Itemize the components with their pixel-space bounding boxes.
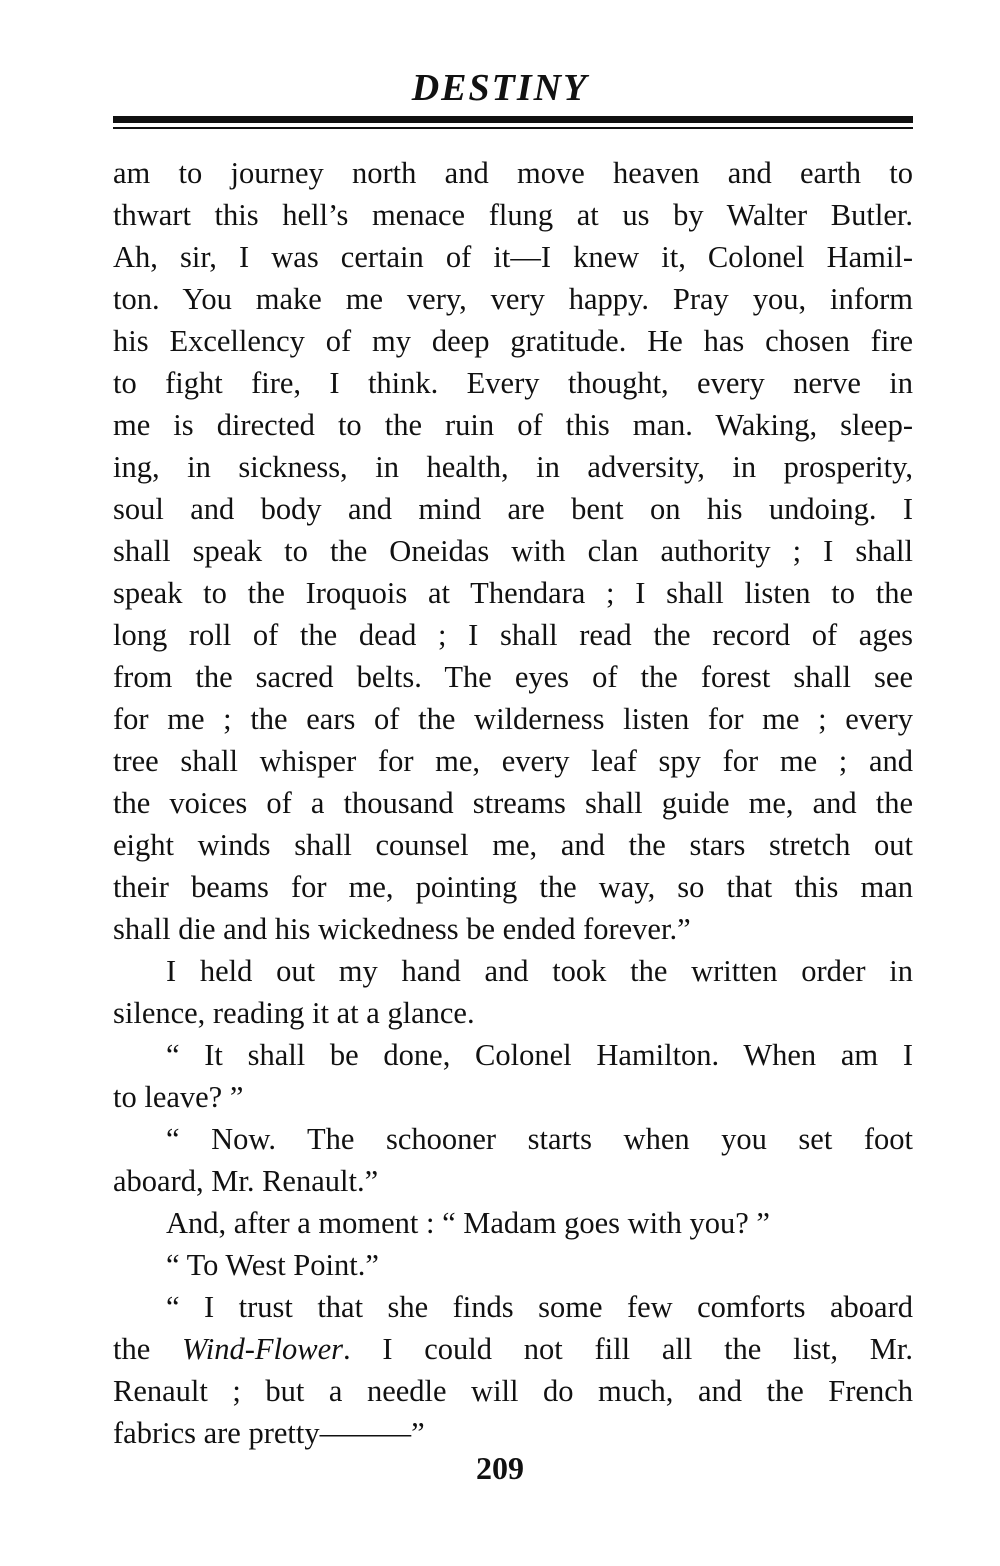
text-line: me is directed to the ruin of this man. Waking, sleep-	[113, 408, 913, 442]
text-line: long roll of the dead ; I shall read the record of ages	[113, 618, 913, 652]
header-rule-thin	[113, 127, 913, 129]
text-line: ton. You make me very, very happy. Pray you, inform	[113, 282, 913, 316]
text-line: speak to the Iroquois at Thendara ; I shall listen to the	[113, 576, 913, 610]
text-line: from the sacred belts. The eyes of the forest shall see	[113, 660, 913, 694]
text-line	[113, 1328, 913, 1370]
text-line: silence, reading it at a glance.	[113, 996, 475, 1030]
text-line: Ah, sir, I was certain of it—I knew it, Colonel Hamil-	[113, 240, 913, 274]
text-line: his Excellency of my deep gratitude. He has chosen fire	[113, 324, 913, 358]
text-line: eight winds shall counsel me, and the stars stretch out	[113, 828, 913, 862]
text-line: “ It shall be done, Colonel Hamilton. When am I	[166, 1038, 913, 1072]
text-line: Renault ; but a needle will do much, and the French	[113, 1374, 913, 1408]
text-line: their beams for me, pointing the way, so that this man	[113, 870, 913, 904]
text-line: fabrics are pretty———”	[113, 1416, 425, 1450]
page-number: 209	[476, 1450, 524, 1486]
text-line: aboard, Mr. Renault.”	[113, 1164, 379, 1198]
ship-name: Wind-Flower	[182, 1332, 343, 1366]
text-line: And, after a moment : “ Madam goes with you? ”	[166, 1206, 770, 1240]
text-line: the voices of a thousand streams shall guide me, and the	[113, 786, 913, 820]
body-text	[113, 152, 913, 1454]
text-line: thwart this hell’s menace flung at us by Walter Butler.	[113, 198, 913, 232]
text-line: “ I trust that she finds some few comforts aboard	[166, 1290, 913, 1324]
text-line: “ To West Point.”	[166, 1248, 379, 1282]
text-line: tree shall whisper for me, every leaf spy for me ; and	[113, 744, 913, 778]
text-fragment: the	[113, 1332, 183, 1366]
text-line: am to journey north and move heaven and earth to	[113, 156, 913, 190]
text-fragment: . I could not fill all the list, Mr.	[342, 1332, 913, 1366]
header-rule-thick	[113, 116, 913, 123]
text-line: soul and body and mind are bent on his undoing. I	[113, 492, 913, 526]
text-line: to fight fire, I think. Every thought, every nerve in	[113, 366, 913, 400]
running-head: DESTINY	[411, 67, 589, 109]
text-line: ing, in sickness, in health, in adversity, in prosperity,	[113, 450, 913, 484]
text-line: shall speak to the Oneidas with clan authority ; I shall	[113, 534, 913, 568]
text-line: for me ; the ears of the wilderness listen for me ; every	[113, 702, 913, 736]
text-line: to leave? ”	[113, 1080, 244, 1114]
text-line: shall die and his wickedness be ended forever.”	[113, 912, 691, 946]
text-line: I held out my hand and took the written order in	[166, 954, 913, 988]
text-line: “ Now. The schooner starts when you set foot	[166, 1122, 913, 1156]
